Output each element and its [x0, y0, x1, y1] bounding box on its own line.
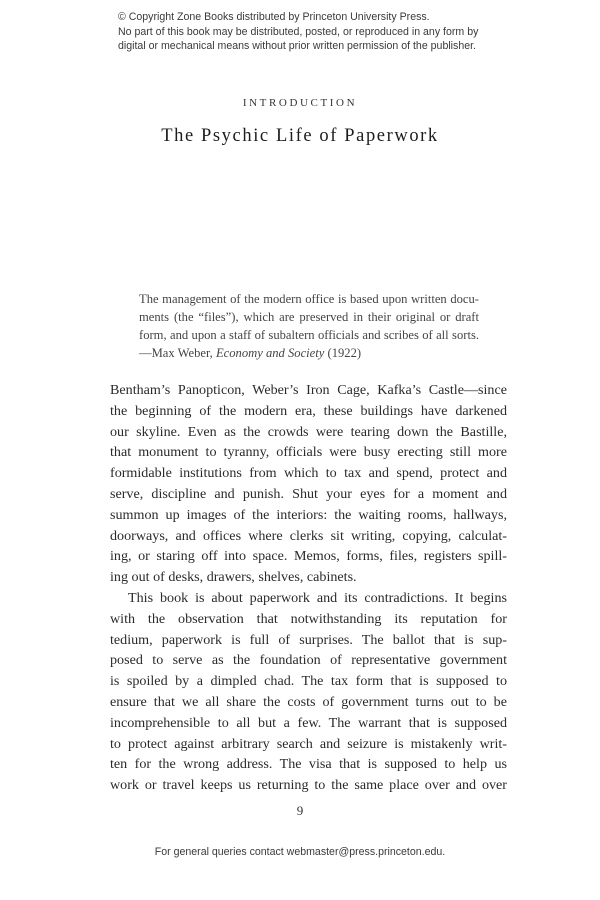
epigraph	[139, 290, 479, 362]
epigraph-attribution	[139, 344, 479, 362]
text-line: tedium, paperwork is full of surprises. The ballot that is sup-	[110, 631, 507, 648]
text-line: summon up images of the interiors: the waiting rooms, hallways,	[110, 506, 507, 523]
copyright-line: digital or mechanical means without prior written permission of the publisher.	[118, 40, 477, 52]
epigraph-line: ments (the “files”), which are preserved in their original or draft	[139, 310, 479, 324]
text-line: ing out of desks, drawers, shelves, cabinets.	[110, 569, 357, 586]
text-line: formidable institutions from which to tax and spend, protect and	[110, 465, 507, 482]
text-line: is spoiled by a dimpled chad. The tax form that is supposed to	[110, 673, 507, 690]
copyright-line: No part of this book may be distributed, posted, or reproduced in any form by	[118, 25, 479, 38]
text-line: work or travel keeps us returning to the same place over and over	[110, 777, 507, 794]
text-line: with the observation that notwithstanding its reputation for	[110, 610, 507, 627]
text-line: our skyline. Even as the crowds were tearing down the Bastille,	[110, 423, 507, 440]
text-line: ten for the wrong address. The visa that is supposed to help us	[110, 756, 507, 773]
body-text	[110, 380, 507, 796]
text-line: This book is about paperwork and its contradictions. It begins	[128, 589, 507, 606]
chapter-label: INTRODUCTION	[242, 97, 358, 109]
text-line: posed to serve as the foundation of representative government	[110, 652, 507, 669]
text-line: to protect against arbitrary search and seizure is mistakenly writ-	[110, 735, 507, 752]
text-line: Bentham’s Panopticon, Weber’s Iron Cage, Kafka’s Castle—since	[110, 382, 507, 398]
paragraph-2	[110, 588, 507, 796]
copyright-line: © Copyright Zone Books distributed by Princeton University Press.	[118, 11, 430, 23]
text-line: doorways, and offices where clerks sit writing, copying, calculat-	[110, 527, 507, 544]
text-line: the beginning of the modern era, these buildings have darkened	[110, 402, 507, 419]
chapter-title: The Psychic Life of Paperwork	[161, 126, 439, 146]
epigraph-line: The management of the modern office is based upon written docu-	[139, 292, 479, 306]
footer-contact: For general queries contact webmaster@press.princeton.edu.	[154, 846, 446, 858]
text-line: that monument to tyranny, officials were busy erecting still more	[110, 444, 507, 461]
attribution-year: (1922)	[324, 346, 362, 360]
text-line: ensure that we all share the costs of government turns out to be	[110, 693, 507, 710]
page-number: 9	[296, 803, 304, 818]
paragraph-1	[110, 380, 507, 588]
text-line: incomprehensible to all but a few. The warrant that is supposed	[110, 714, 507, 731]
attribution-author: —Max Weber,	[139, 346, 216, 360]
copyright-notice	[118, 10, 518, 54]
text-line: ing, or staring off into space. Memos, forms, files, registers spill-	[110, 548, 507, 565]
text-line: serve, discipline and punish. Shut your eyes for a moment and	[110, 485, 507, 502]
epigraph-line: form, and upon a staff of subaltern officials and scribes of all sorts.	[139, 328, 479, 342]
attribution-work: Economy and Society	[215, 346, 325, 360]
